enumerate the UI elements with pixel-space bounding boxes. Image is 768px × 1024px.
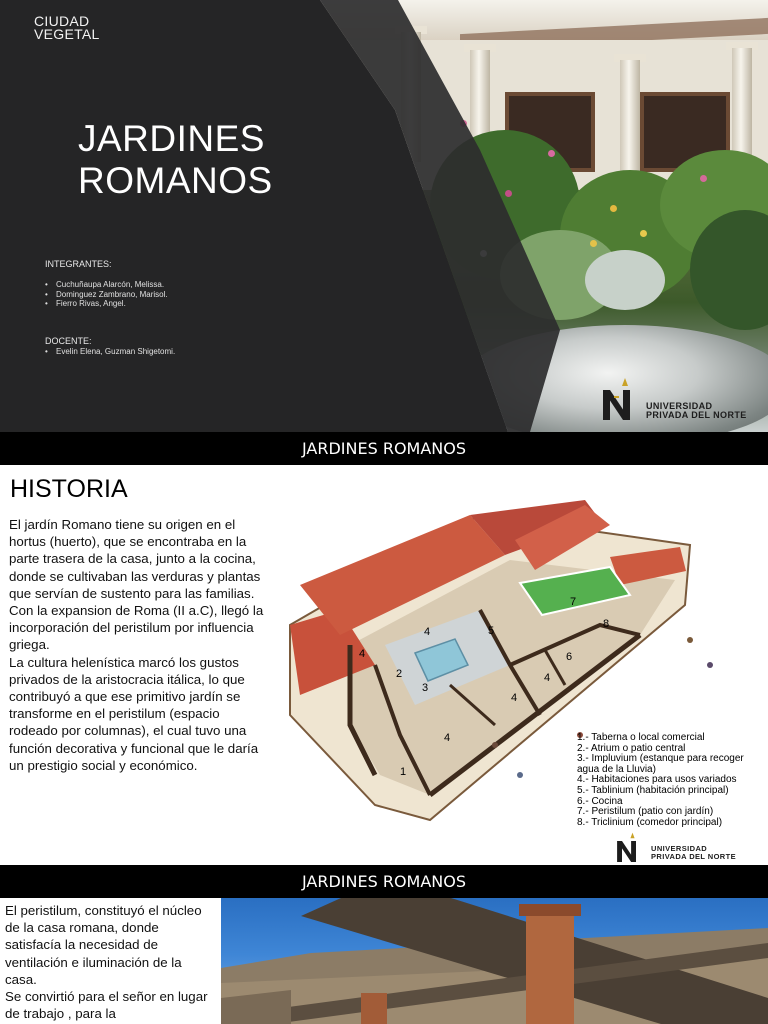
plan-number: 1: [400, 766, 407, 778]
docente-list: [45, 347, 175, 357]
university-logo: UNIVERSIDAD PRIVADA DEL NORTE: [615, 831, 765, 865]
slide-heading: HISTORIA: [10, 475, 128, 503]
list-item: • Fierro Rivas, Angel.: [45, 299, 168, 309]
historia-text: El jardín Romano tiene su origen en el hortus (huerto), que se encontraba en la parte trasera de la casa, junto a la cocina, donde se cultivaban las verduras y plantas que servían de sustento para las familias. Con la expansion de Roma (II a.C), llegó la incorporación del peristilum por influencia griega. La cultura helenística marcó los gustos privados de la aristocracia itálica, lo que contribuyó a que ese primitivo jardín se transforme en el peristilum (espacio rodeado por columnas), el cual tuvo una función decorativa y funcional que le daría un prestigio social y económico.: [9, 517, 264, 773]
plan-number: 2: [396, 668, 403, 680]
slide-header: JARDINES ROMANOS: [0, 865, 768, 898]
legend-item: 1.- Taberna o local comercial: [577, 732, 705, 743]
column: [620, 60, 640, 178]
plan-number: 3: [422, 682, 429, 694]
docente-label: DOCENTE:: [45, 336, 92, 346]
historia-slide: [0, 465, 768, 865]
list-item: • Cuchuñaupa Alarcón, Melissa.: [45, 280, 168, 290]
plan-number: 5: [488, 625, 495, 637]
plan-legend: [577, 733, 744, 828]
list-item: • Dominguez Zambrano, Marisol.: [45, 290, 168, 300]
legend-item: 7.- Peristilum (patio con jardín): [577, 806, 714, 818]
integrantes-label: INTEGRANTES:: [45, 259, 112, 269]
plan-number: 4: [424, 626, 431, 638]
integrantes-list: [45, 280, 168, 309]
legend-item: agua de la Lluvia): [577, 763, 656, 775]
plan-number: 4: [544, 672, 551, 684]
cover-slide: [0, 0, 768, 432]
legend-item: 5.- Tablinium (habitación principal): [577, 784, 729, 796]
legend-item: 6.- Cocina: [577, 795, 623, 807]
upn-logo-icon: [615, 831, 643, 865]
brand-name: CIUDAD VEGETAL: [34, 13, 100, 42]
cover-title: JARDINES ROMANOS: [78, 118, 273, 201]
legend-item: 4.- Habitaciones para usos variados: [577, 774, 737, 786]
peristilum-slide: [0, 898, 768, 1024]
list-item: • Evelin Elena, Guzman Shigetomi.: [45, 347, 175, 357]
university-logo: UNIVERSIDAD PRIVADA DEL NORTE: [600, 376, 760, 426]
legend-item: 3.- Impluvium (estanque para recoger: [577, 753, 744, 765]
plan-number: 6: [566, 651, 573, 663]
plan-number: 4: [511, 692, 518, 704]
plan-number: 8: [603, 618, 610, 630]
plan-number: 4: [359, 648, 366, 660]
plan-number: 4: [444, 732, 451, 744]
legend-item: 2.- Atrium o patio central: [577, 742, 686, 754]
legend-item: 8.- Triclinium (comedor principal): [577, 816, 723, 828]
ruins-photo: [221, 898, 768, 1024]
upn-logo-icon: [600, 376, 640, 424]
slide-header: JARDINES ROMANOS: [0, 432, 768, 465]
plan-number: 7: [570, 596, 577, 608]
peristilum-text: El peristilum, constituyó el núcleo de la casa romana, donde satisfacía la necesidad de ventilación e iluminación de la casa. Se convirtió para el señor en lugar de trabajo , para la: [5, 903, 208, 1022]
